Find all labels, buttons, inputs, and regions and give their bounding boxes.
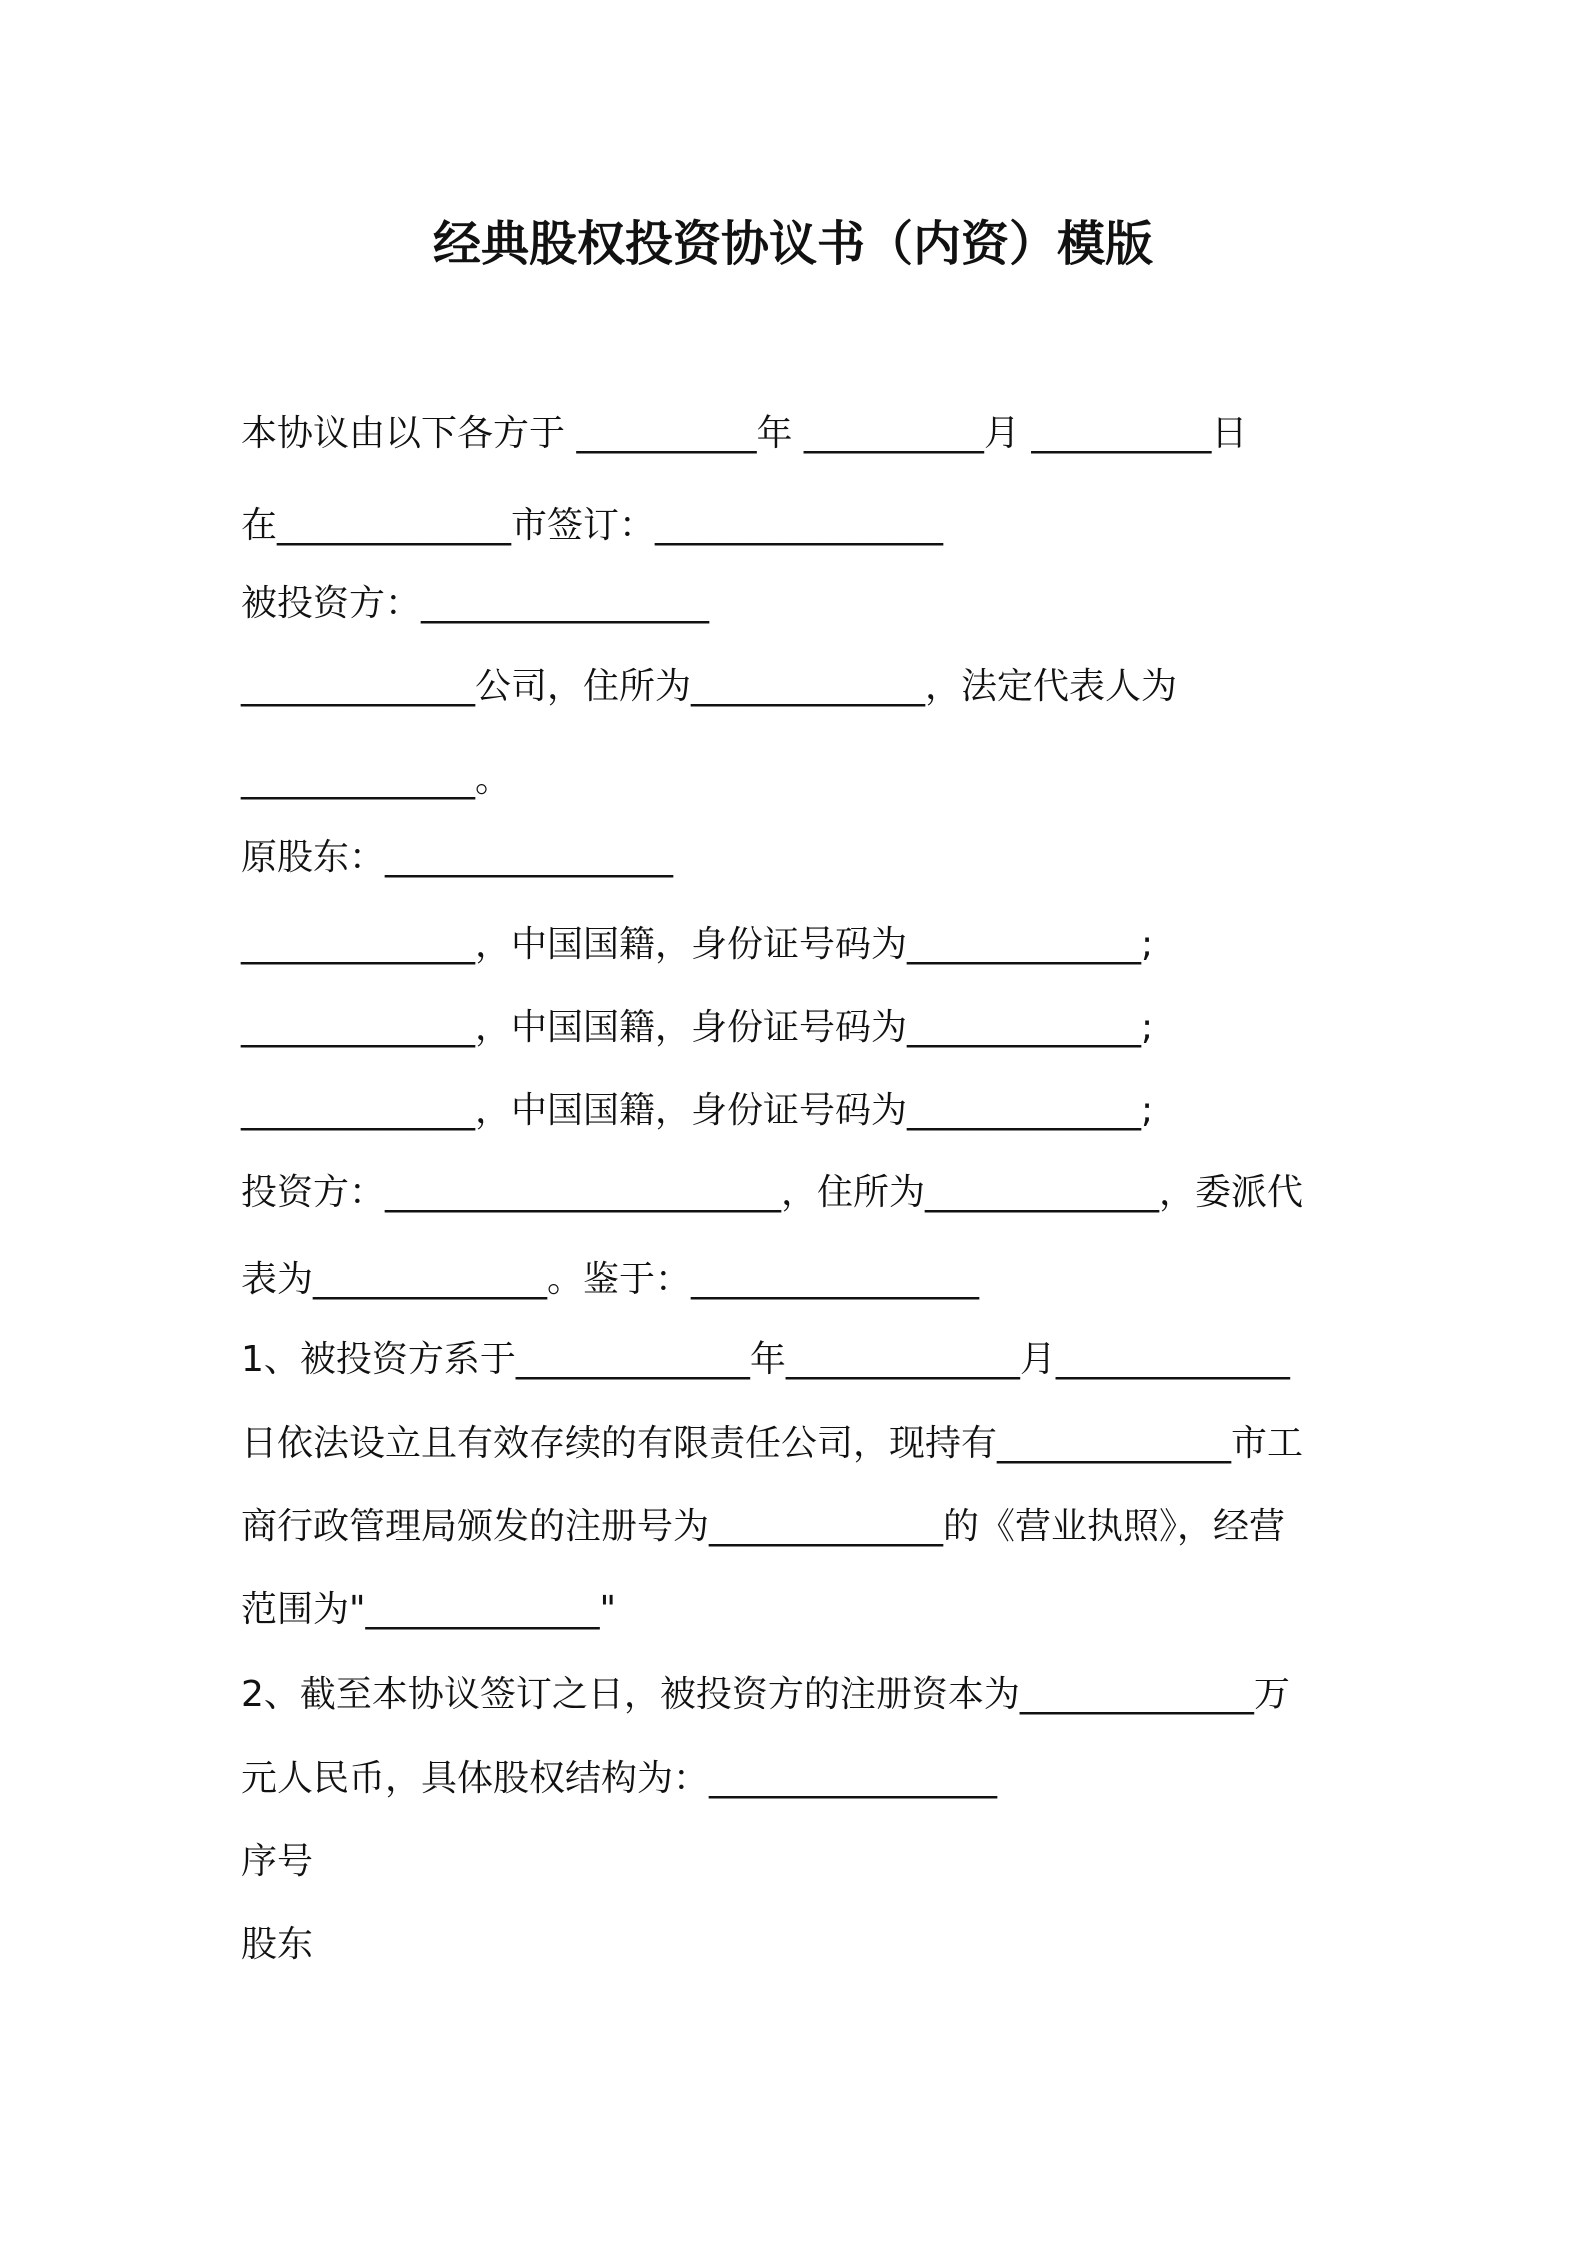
text-line-investee-representative: _____________。	[241, 759, 511, 800]
text-line-shareholder-3: _____________，中国国籍，身份证号码为_____________;	[241, 1090, 1154, 1131]
text-line-investor: 投资方：______________________，住所为_____________，委派代	[241, 1172, 1304, 1213]
text-line-clause-1-c: 商行政管理局颁发的注册号为_____________的《营业执照》，经营	[241, 1506, 1286, 1547]
text-line-clause-2-b: 元人民币，具体股权结构为：________________	[241, 1758, 998, 1799]
text-line-original-shareholders-heading: 原股东：________________	[241, 837, 674, 878]
text-line-table-header-shareholder: 股东	[241, 1924, 314, 1965]
text-line-clause-1-d: 范围为"_____________"	[241, 1589, 617, 1630]
text-line-clause-2-a: 2、截至本协议签订之日，被投资方的注册资本为_____________万	[241, 1674, 1290, 1715]
text-line-investee-heading: 被投资方：________________	[241, 583, 710, 624]
document-title: 经典股权投资协议书（内资）模版	[432, 216, 1153, 272]
text-line-clause-1-a: 1、被投资方系于_____________年_____________月_____________	[241, 1339, 1290, 1380]
text-line-investee-company: _____________公司，住所为_____________，法定代表人为	[241, 666, 1178, 707]
text-line-shareholder-1: _____________，中国国籍，身份证号码为_____________;	[241, 924, 1154, 965]
text-line-shareholder-2: _____________，中国国籍，身份证号码为_____________;	[241, 1007, 1154, 1048]
text-line-signing-date: 本协议由以下各方于 __________年 __________月 __________日	[241, 413, 1248, 454]
text-line-investor-representative: 表为_____________。鉴于：________________	[241, 1259, 980, 1300]
text-line-clause-1-b: 日依法设立且有效存续的有限责任公司，现持有_____________市工	[241, 1423, 1304, 1464]
text-line-signing-place: 在_____________市签订：________________	[241, 505, 944, 546]
text-line-table-header-serial: 序号	[241, 1841, 314, 1882]
